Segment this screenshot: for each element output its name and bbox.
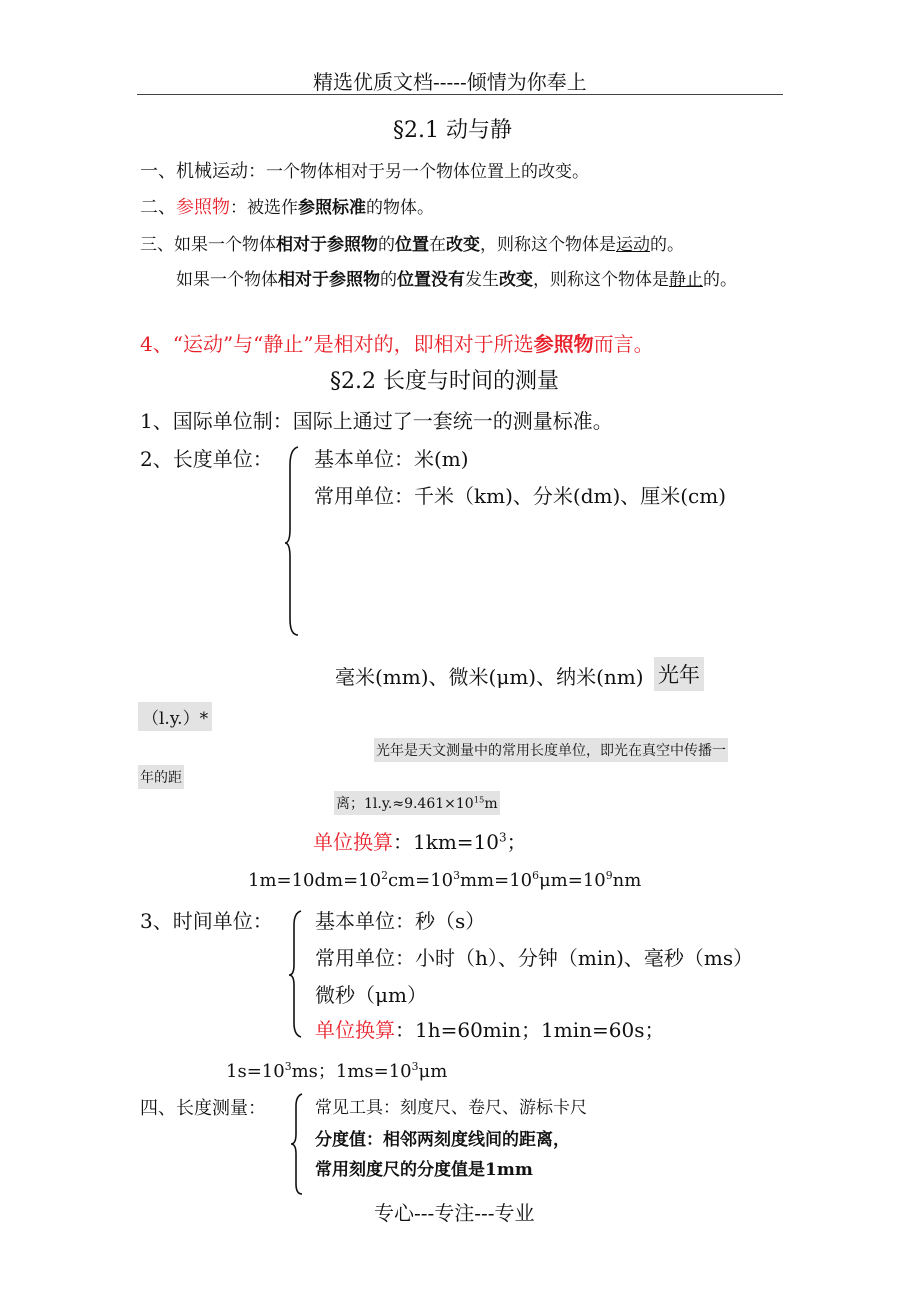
length-conversion-1 — [313, 826, 527, 855]
text: cm=10 — [387, 870, 454, 891]
text: ms；1ms=10 — [291, 1061, 412, 1082]
text: 4、“运动”与“静止”是相对的，即相对于所选 — [140, 332, 534, 356]
length-conversion-2 — [248, 870, 641, 891]
exponent: 6 — [532, 869, 539, 882]
time-units-brace — [288, 909, 308, 1039]
s21-line-2 — [140, 193, 434, 219]
time-basic-unit: 基本单位：秒（s） — [315, 909, 486, 933]
light-year-term: 光年 — [654, 657, 704, 691]
length-common-units: 常用单位：千米（km)、分米(dm)、厘米(cm) — [314, 484, 727, 508]
exponent: 9 — [605, 869, 613, 882]
exponent: 3 — [284, 1060, 292, 1073]
s22-line-1: 1、国际单位制：国际上通过了一套统一的测量标准。 — [140, 409, 613, 433]
text-bold: 位置没有 — [397, 270, 465, 290]
measure-brace — [290, 1092, 308, 1196]
text: 而言。 — [593, 332, 654, 356]
text-bold: 参照标准 — [298, 198, 366, 218]
text: ：1km=10 — [393, 830, 500, 854]
text: nm — [612, 870, 642, 891]
text-bold: 改变 — [499, 270, 533, 290]
text: ：1h=60min；1min=60s； — [395, 1018, 665, 1042]
text: 的 — [378, 235, 395, 255]
text: 如果一个物体 — [176, 270, 278, 290]
text-underlined: 运动 — [616, 235, 650, 255]
time-micro-unit: 微秒（μm） — [315, 983, 427, 1007]
text-underlined: 静止 — [669, 270, 703, 290]
time-conversion-1 — [315, 1014, 665, 1043]
time-units-label: 3、时间单位： — [140, 909, 273, 933]
section-2-1-title: §2.1 动与静 — [393, 118, 512, 143]
exponent: 3 — [411, 1060, 419, 1073]
term-reference-object: 参照物 — [176, 197, 230, 218]
s21-line-4 — [176, 265, 737, 290]
item-marker: 二、 — [140, 197, 176, 218]
text: 三、如果一个物体 — [140, 235, 276, 255]
text: 的 — [380, 270, 397, 290]
page-footer: 专心---专注---专业 — [374, 1201, 535, 1225]
conversion-label: 单位换算 — [313, 830, 393, 854]
text: m — [484, 796, 498, 812]
definition-text: 一个物体相对于另一个物体位置上的改变。 — [266, 162, 589, 182]
light-year-note-2: 年的距 — [138, 765, 184, 789]
length-basic-unit: 基本单位：米(m) — [314, 447, 469, 471]
term-mechanical-motion: 一、机械运动： — [140, 161, 266, 182]
light-year-note-1: 光年是天文测量中的常用长度单位，即光在真空中传播一 — [374, 738, 728, 762]
conversion-label: 单位换算 — [315, 1018, 395, 1042]
light-year-abbr: （l.y.）* — [138, 702, 212, 731]
exponent: 3 — [453, 869, 460, 882]
measure-tools: 常见工具：刻度尺、卷尺、游标卡尺 — [315, 1098, 587, 1118]
measure-division-def: 分度值：相邻两刻度线间的距离， — [315, 1130, 570, 1150]
text: μm — [418, 1061, 448, 1082]
text-bold: 参照物 — [533, 332, 594, 356]
text: ，则称这个物体是 — [480, 235, 616, 255]
text: 1m=10dm=10 — [248, 870, 382, 891]
text: ：被选作 — [230, 198, 298, 218]
text: 发生 — [465, 270, 499, 290]
text-bold: 改变 — [446, 235, 480, 255]
text-bold: 位置 — [395, 235, 429, 255]
length-units-brace — [284, 445, 304, 637]
text: 毫米(mm)、微米(μm)、纳米(nm) — [335, 665, 644, 689]
exponent: 15 — [473, 794, 485, 805]
length-more-units — [335, 661, 644, 690]
text: ； — [506, 830, 527, 854]
s21-line-5 — [140, 328, 654, 357]
section-2-2-title: §2.2 长度与时间的测量 — [330, 369, 559, 394]
length-units-label: 2、长度单位： — [140, 447, 273, 471]
text-bold: 相对于参照物 — [276, 235, 378, 255]
text: mm=10 — [459, 870, 533, 891]
text: 在 — [429, 235, 446, 255]
s21-line-3 — [140, 230, 684, 255]
text: 1s=10 — [226, 1061, 285, 1082]
measure-label: 四、长度测量： — [140, 1098, 266, 1119]
page-header: 精选优质文档-----倾情为你奉上 — [313, 70, 587, 94]
light-year-note-3 — [334, 791, 500, 815]
exponent: 2 — [381, 869, 388, 882]
time-conversion-2 — [226, 1057, 447, 1083]
exponent: 3 — [499, 830, 507, 845]
measure-division-value: 常用刻度尺的分度值是1mm — [315, 1160, 533, 1180]
text: 的。 — [703, 270, 737, 290]
text: μm=10 — [538, 870, 606, 891]
text: 的。 — [650, 235, 684, 255]
s21-line-1 — [140, 157, 589, 183]
text: 离；1l.y.≈9.461×10 — [336, 796, 474, 812]
text: ，则称这个物体是 — [533, 270, 669, 290]
text-bold: 相对于参照物 — [278, 270, 380, 290]
time-common-units: 常用单位：小时（h）、分钟（min)、毫秒（ms） — [315, 946, 754, 970]
text: 的物体。 — [366, 198, 434, 218]
header-rule — [137, 94, 783, 95]
